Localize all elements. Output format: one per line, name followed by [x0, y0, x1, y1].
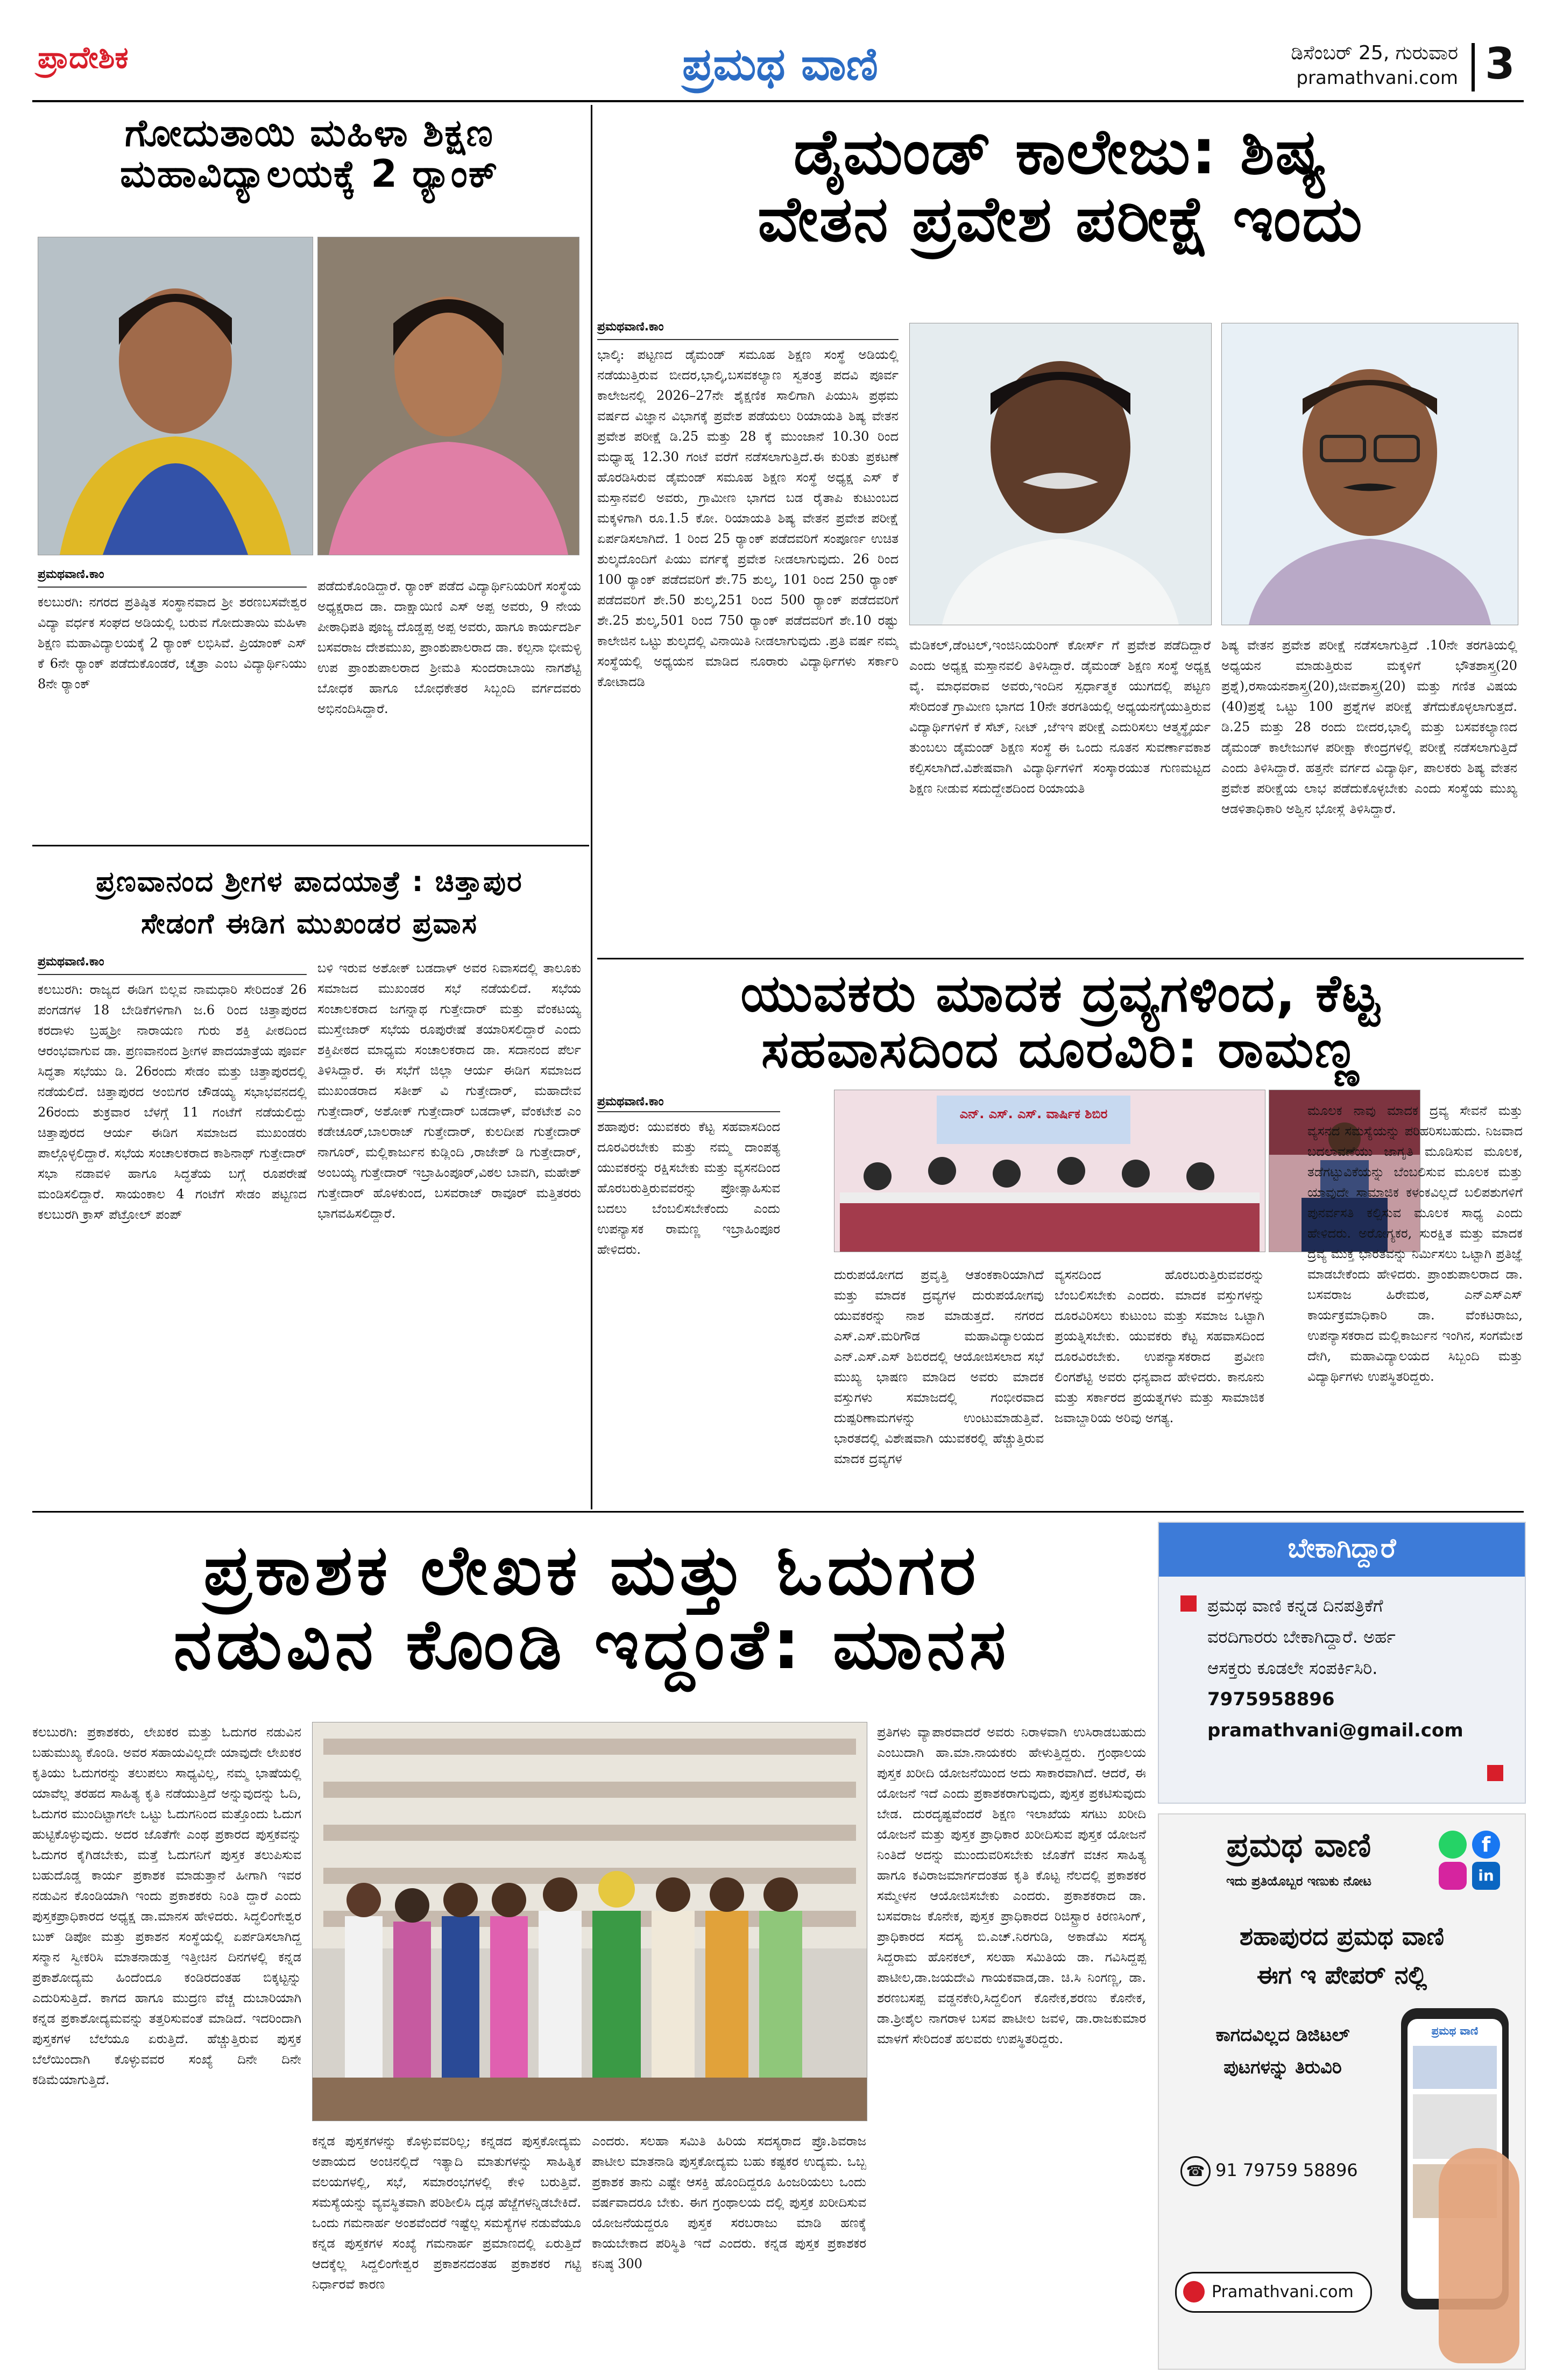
wanted-ad-email[interactable]: pramathvani@gmail.com [1207, 1720, 1463, 1741]
article-column: ಕಲಬುರಗಿ: ರಾಜ್ಯದ ಈಡಿಗ ಬಿಲ್ಲವ ನಾಮಧಾರಿ ಸೇರಿದಂತೆ 26 ಪಂಗಡಗಳ 18 ಬೇಡಿಕೆಗಳಿಗಾಗಿ ಜ.6 ರಿಂದ ಚಿತ್ತಾಪುರದ ಕರದಾಳು ಬ್ರಹ್ಮಶ್ರೀ ನಾರಾಯಣ ಗುರು ಶಕ್ತಿ ಪೀಠದಿಂದ ಆರಂಭವಾಗುವ ಡಾ. ಪ್ರಣವಾನಂದ ಶ್ರೀಗಳ ಪಾದಯಾತ್ರೆಯ ಪೂರ್ವ ಸಿದ್ಧತಾ ಸಭೆಯು ಡಿ. 26ರಂದು ಸೇಡಂ ಮತ್ತು ಚಿತ್ತಾಪುರದಲ್ಲಿ ನಡೆಯಲಿದೆ. ಚಿತ್ತಾಪುರದ ಅಂಬಿಗರ ಚೌಡಯ್ಯ ಸಭಾಭವನದಲ್ಲಿ 26ರಂದು ಶುಕ್ರವಾರ ಬೆಳಗ್ಗೆ 11 ಗಂಟೆಗೆ ನಡೆಯಲಿದ್ದು ಚಿತ್ತಾಪುರದ ಆರ್ಯ ಈಡಿಗ ಸಮಾಜದ ಮುಖಂಡರು ಪಾಲ್ಗೊಳ್ಳಲಿದ್ದಾರೆ. ಸಭೆಯ ಸಂಚಾಲಕರಾದ ಕಾಶಿನಾಥ್ ಗುತ್ತೇದಾರ್ ಸಭಾ ನಡಾವಳಿ ಹಾಗೂ ಸಿದ್ಧತೆಯ ಬಗ್ಗೆ ರೂಪರೇಷೆ ಮಂಡಿಸಲಿದ್ದಾರೆ. ಸಾಯಂಕಾಲ 4 ಗಂಟೆಗೆ ಸೇಡಂ ಪಟ್ಟಣದ ಕಲಬುರಗಿ ಕ್ರಾಸ್ ಪೆಟ್ರೋಲ್ ಪಂಪ್ [38, 982, 307, 1222]
headline [32, 113, 586, 194]
article-column: ಬಳಿ ಇರುವ ಅಶೋಕ್ ಬಡದಾಳ್ ಅವರ ನಿವಾಸದಲ್ಲಿ ತಾಲೂಕು ಸಮಾಜದ ಮುಖಂಡರ ಸಭೆ ನಡೆಯಲಿದೆ. ಸಭೆಯ ಸಂಚಾಲಕರಾದ ಜಗನ್ನಾಥ ಗುತ್ತೇದಾರ್ ಮತ್ತು ವೆಂಕಟಯ್ಯ ಮುಸ್ತೇಜಾರ್ ಸಭೆಯ ರೂಪುರೇಷೆ ತಯಾರಿಸಲಿದ್ದಾರೆ ಎಂದು ಶಕ್ತಿಪೀಠದ ಮಾಧ್ಯಮ ಸಂಚಾಲಕರಾದ ಡಾ. ಸದಾನಂದ ಪೆರ್ಲ ತಿಳಿಸಿದ್ದಾರೆ. ಈ ಸಭೆಗೆ ಜಿಲ್ಲಾ ಆರ್ಯ ಈಡಿಗ ಸಮಾಜದ ಮುಖಂಡರಾದ ಸತೀಶ್ ವಿ ಗುತ್ತೇದಾರ್, ಮಹಾದೇವ ಗುತ್ತೇದಾರ್, ಅಶೋಕ್ ಗುತ್ತೇದಾರ್ ಬಡದಾಳ್, ವೆಂಕಟೇಶ ಎಂ ಕಡೇಚೂರ್,ಬಾಲರಾಜ್ ಗುತ್ತೇದಾರ್, ಕುಲದೀಪ ಗುತ್ತೇದಾರ್ ನಾಗೂರ್, ಮಲ್ಲಿಕಾರ್ಜುನ ಕುಡ್ಲಿಂದಿ ,ರಾಜೇಶ್ ಡಿ ಗುತ್ತೇದಾರ್, ಅಂಬಯ್ಯ ಗುತ್ತೇದಾರ್ ಇಬ್ರಾಹಿಂಪೂರ್,ವಿಠಲ ಬಾವಗಿ, ಮಹೇಶ್ ಗುತ್ತೇದಾರ್ ಹೊಳಕುಂದ, ಬಸವರಾಜ್ ರಾವೂರ್ ಮತ್ತಿತರರು ಭಾಗವಹಿಸಲಿದ್ದಾರೆ. [317, 961, 581, 1221]
headline [32, 1530, 1151, 1685]
wanted-ad-phone[interactable]: 7975958896 [1207, 1689, 1335, 1710]
epaper-line: ಪುಟಗಳನ್ನು ತಿರುವಿರಿ [1223, 2057, 1342, 2078]
article-column: ದುರುಪಯೋಗದ ಪ್ರವೃತ್ತಿ ಆತಂಕಕಾರಿಯಾಗಿದೆ ಮತ್ತು ಮಾದಕ ದ್ರವ್ಯಗಳ ದುರುಪಯೋಗವು ಯುವಕರನ್ನು ನಾಶ ಮಾಡುತ್ತದೆ. ನಗರದ ಎಸ್.ಎಸ್.ಮರಿಗೌಡ ಮಹಾವಿದ್ಯಾಲಯದ ಎನ್.ಎಸ್.ಎಸ್ ಶಿಬಿರದಲ್ಲಿ ಆಯೋಜಿಸಲಾದ ಸಭೆ ಮುಖ್ಯ ಭಾಷಣ ಮಾಡಿದ ಅವರು ಮಾದಕ ವಸ್ತುಗಳು ಸಮಾಜದಲ್ಲಿ ಗಂಭೀರವಾದ ದುಷ್ಪರಿಣಾಮಗಳನ್ನು ಉಂಟುಮಾಡುತ್ತಿವೆ. ಭಾರತದಲ್ಲಿ ವಿಶೇಷವಾಗಿ ಯುವಕರಲ್ಲಿ ಹೆಚ್ಚುತ್ತಿರುವ ಮಾದಕ ದ್ರವ್ಯಗಳ [834, 1267, 1044, 1466]
article-column: ವ್ಯಸನದಿಂದ ಹೊರಬರುತ್ತಿರುವವರನ್ನು ಬೆಂಬಲಿಸಬೇಕು ಎಂದರು. ಮಾದಕ ವಸ್ತುಗಳನ್ನು ದೂರವಿರಿಸಲು ಕುಟುಂಬ ಮತ್ತು ಸಮಾಜ ಒಟ್ಟಾಗಿ ಪ್ರಯತ್ನಿಸಬೇಕು. ಯುವಕರು ಕೆಟ್ಟ ಸಹವಾಸದಿಂದ ದೂರವಿರಬೇಕು. ಉಪನ್ಯಾಸಕರಾದ ಪ್ರವೀಣ ಲಿಂಗಶೆಟ್ಟಿ ಅವರು ಧನ್ಯವಾದ ಹೇಳಿದರು. ಕಾನೂನು ಮತ್ತು ಸರ್ಕಾರದ ಪ್ರಯತ್ನಗಳು ಮತ್ತು ಸಾಮಾಜಿಕ ಜವಾಬ್ದಾರಿಯ ಅರಿವು ಅಗತ್ಯ. [1055, 1267, 1264, 1425]
story-padayatra [32, 856, 586, 1507]
headline-line: ಪ್ರಕಾಶಕ ಲೇಖಕ ಮತ್ತು ಓದುಗರ [203, 1530, 980, 1611]
column-divider [591, 105, 592, 1509]
byline: ಪ್ರಮಥವಾಣಿ.ಕಾಂ [597, 320, 664, 334]
article-column: ಕಲಬುರಗಿ: ಪ್ರಕಾಶಕರು, ಲೇಖಕರ ಮತ್ತು ಓದುಗರ ನಡುವಿನ ಬಹುಮುಖ್ಯ ಕೊಂಡಿ. ಅವರ ಸಹಾಯವಿಲ್ಲದೇ ಯಾವುದೇ ಲೇಖಕರ ಕೃತಿಯು ಓದುಗರನ್ನು ತಲುಪಲು ಸಾಧ್ಯವಿಲ್ಲ, ನಮ್ಮ ಭಾಷೆಯಲ್ಲಿ ಯಾವೆಲ್ಲ ತರಹದ ಸಾಹಿತ್ಯ ಕೃತಿ ನಡೆಯುತ್ತಿದೆ ಅನ್ನುವುದನ್ನು ಓದಿ, ಓದುಗರ ಮುಂದಿಟ್ಟಾಗಲೇ ಒಟ್ಟು ಓದುಗನಿಂದ ಮತ್ತೊಂದು ಓದುಗ ಹುಟ್ಟಿಕೊಳ್ಳುವುದು. ಅದರ ಜೊತೆಗೇ ಎಂಥ ಪ್ರಕಾರದ ಪುಸ್ತಕವನ್ನು ಓದುಗರ ಕೈಗಿಡಬೇಕು, ಮತ್ತೆ ಓದುಗನಿಗೆ ಪುಸ್ತಕ ತಲುಪಿಸುವ ಬಹುದೊಡ್ಡ ಕಾರ್ಯ ಪ್ರಕಾಶಕ ಮಾಡುತ್ತಾನೆ ಹೀಗಾಗಿ ಇವರ ನಡುವಿನ ಕೊಂಡಿಯಾಗಿ ಇಂದು ಪ್ರಕಾಶಕರು ನಿಂತಿ ದ್ದಾರೆ ಎಂದು ಪುಸ್ತಕಪ್ರಾಧಿಕಾರದ ಅಧ್ಯಕ್ಷ ಡಾ.ಮಾನಸ ಹೇಳಿದರು. ಸಿದ್ಧಲಿಂಗೇಶ್ವರ ಬುಕ್ ಡಿಪೋ ಮತ್ತು ಪ್ರಕಾಶನ ಸಂಸ್ಥೆಯಲ್ಲಿ ಏರ್ಪಡಿಸಲಾಗಿದ್ದ ಸನ್ಮಾನ ಸ್ವೀಕರಿಸಿ ಮಾತನಾಡುತ್ತ ಇತ್ತೀಚಿನ ದಿನಗಳಲ್ಲಿ ಕನ್ನಡ ಪ್ರಕಾಶೋದ್ಯಮ ಹಿಂದೆಂದೂ ಕಂಡಿರದಂತಹ ಬಿಕ್ಕಟ್ಟನ್ನು ಎದುರಿಸುತ್ತಿದೆ. ಕಾಗದ ಹಾಗೂ ಮುದ್ರಣ ವೆಚ್ಚ ದುಬಾರಿಯಾಗಿ ಕನ್ನಡ ಪ್ರಕಾಶೋದ್ಯಮವನ್ನು ತತ್ತರಿಸುವಂತೆ ಮಾಡಿದೆ. ಇದರಿಂದಾಗಿ ಪುಸ್ತಕಗಳ ಬೆಲೆಯೂ ಏರುತ್ತಿದೆ. ಹೆಚ್ಚುತ್ತಿರುವ ಪುಸ್ತಕ ಬೆಲೆಯಿಂದಾಗಿ ಕೊಳ್ಳುವವರ ಸಂಖ್ಯೆ ದಿನೇ ದಿನೇ ಕಡಿಮೆಯಾಗುತ್ತಿದೆ. [32, 1725, 301, 2087]
epaper-line: ಈಗ ಇ ಪೇಪರ್ ನಲ್ಲಿ [1256, 1960, 1427, 1989]
banner-text: ಎನ್. ಎಸ್. ಎಸ್. ವಾರ್ಷಿಕ ಶಿಬಿರ [959, 1106, 1108, 1121]
group-image [313, 1722, 867, 2121]
section-divider [32, 1511, 1524, 1513]
article-column: ಕಲಬುರಗಿ: ನಗರದ ಪ್ರತಿಷ್ಠಿತ ಸಂಸ್ಥಾನವಾದ ಶ್ರೀ ಶರಣಬಸವೇಶ್ವರ ವಿದ್ಯಾ ವರ್ಧಕ ಸಂಘದ ಅಡಿಯಲ್ಲಿ ಬರುವ ಗೋದುತಾಯಿ ಮಹಿಳಾ ಶಿಕ್ಷಣ ಮಹಾವಿದ್ಯಾಲಯಕ್ಕೆ 2 ರ‍್ಯಾಂಕ್ ಲಭಿಸಿವೆ. ಪ್ರಿಯಾಂಕ್ ಎಸ್ ಕೆ 6ನೇ ರ‍್ಯಾಂಕ್ ಪಡೆದುಕೊಂಡರೆ, ಚೈತ್ರಾ ಎಂಬ ವಿದ್ಯಾರ್ಥಿನಿಯು 8ನೇ ರ‍್ಯಾಂಕ್ [38, 595, 307, 691]
headline-line: ಸೇಡಂಗೆ ಈಡಿಗ ಮುಖಂಡರ ಪ್ರವಾಸ [141, 908, 478, 940]
wanted-ad-line: ಆಸಕ್ತರು ಕೂಡಲೇ ಸಂಪರ್ಕಿಸಿರಿ. [1207, 1658, 1378, 1678]
section-label: ಪ್ರಾದೇಶಿಕ [38, 40, 129, 75]
epaper-subtext [1170, 2019, 1396, 2084]
epaper-line: ಕಾಗದವಿಲ್ಲದ ಡಿಜಿಟಲ್ [1215, 2024, 1350, 2046]
red-square-icon [1487, 1765, 1503, 1781]
headline [597, 963, 1524, 1079]
person-photo [1221, 323, 1518, 625]
screen-article-block [1413, 2046, 1497, 2089]
epaper-site: Pramathvani.com [1212, 2283, 1354, 2301]
portrait [318, 237, 579, 555]
epaper-line: ಶಹಾಪುರದ ಪ್ರಮಥ ವಾಣಿ [1239, 1922, 1445, 1951]
byline-rule [38, 974, 307, 975]
student-photo [38, 237, 313, 555]
epaper-ad [1158, 1813, 1526, 2370]
epaper-brand: ಪ್ರಮಥ ವಾಣಿ [1226, 1825, 1371, 1865]
portrait [1222, 323, 1518, 625]
epaper-phone[interactable]: 91 79759 58896 [1215, 2160, 1358, 2180]
headline [32, 861, 586, 945]
headline-line: ಗೋದುತಾಯಿ ಮಹಿಳಾ ಶಿಕ್ಷಣ [124, 111, 494, 155]
article-column: ಎಂದರು. ಸಲಹಾ ಸಮಿತಿ ಹಿರಿಯ ಸದಸ್ಯರಾದ ಪ್ರೊ.ಶಿವರಾಜ ಪಾಟೀಲ ಮಾತನಾಡಿ ಪುಸ್ತಕೋದ್ಯಮ ಬಹು ಕಷ್ಟಕರ ಉದ್ಯಮ. ಒಬ್ಬ ಪ್ರಕಾಶಕ ತಾನು ಎಷ್ಟೇ ಆಸಕ್ತಿ ಹೊಂದಿದ್ದರೂ ಹಿಂಜರಿಯಲು ಒಂದು ವರ್ಷವಾದರೂ ಬೇಕು. ಈಗ ಗ್ರಂಥಾಲಯ ದಲ್ಲಿ ಪುಸ್ತಕ ಖರೀದಿಸುವ ಯೋಜನೆಯದ್ದರೂ ಪುಸ್ತಕ ಸರಬರಾಜು ಮಾಡಿ ಹಣಕ್ಕೆ ಕಾಯಬೇಕಾದ ಪರಿಸ್ಥಿತಿ ಇದೆ ಎಂದರು. ಕನ್ನಡ ಪುಸ್ತಕ ಪ್ರಕಾಶಕರ ಕನಿಷ್ಠ 300 [592, 2134, 866, 2271]
instagram-icon[interactable] [1439, 1862, 1467, 1890]
article-column: ಶಿಷ್ಯ ವೇತನ ಪ್ರವೇಶ ಪರೀಕ್ಷೆ ನಡೆಸಲಾಗುತ್ತಿದೆ .10ನೇ ತರಗತಿಯಲ್ಲಿ ಅಧ್ಯಯನ ಮಾಡುತ್ತಿರುವ ಮಕ್ಕಳಿಗೆ ಭೌತಶಾಸ್ತ್ರ(20 ಪ್ರಶ್ನೆ),ರಸಾಯನಶಾಸ್ತ್ರ(20),ಜೀವಶಾಸ್ತ್ರ(20) ಮತ್ತು ಗಣಿತ ವಿಷಯ (40)ಪ್ರಶ್ನೆ ಒಟ್ಟು 100 ಪ್ರಶ್ನೆಗಳ ಪರೀಕ್ಷೆ ತೆಗೆದುಕೊಳ್ಳಲಾಗುತ್ತದೆ. ಡಿ.25 ಮತ್ತು 28 ರಂದು ಬೀದರ,ಭಾಲ್ಕಿ ಮತ್ತು ಬಸವಕಲ್ಯಾಣದ ಡೈಮಂಡ್ ಕಾಲೇಜುಗಳ ಪರೀಕ್ಷಾ ಕೇಂದ್ರಗಳಲ್ಲಿ ಪರೀಕ್ಷೆ ನಡೆಸಲಾಗುತ್ತಿದೆ ಎಂದು ತಿಳಿಸಿದ್ದಾರೆ. ಹತ್ತನೇ ವರ್ಗದ ವಿದ್ಯಾರ್ಥಿ, ಪಾಲಕರು ಶಿಷ್ಯ ವೇತನ ಪ್ರವೇಶ ಪರೀಕ್ಷೆಯ ಲಾಭ ಪಡೆದುಕೊಳ್ಳಬೇಕು ಎಂದು ಸಂಸ್ಥೆಯ ಮುಖ್ಯ ಆಡಳಿತಾಧಿಕಾರಿ ಅಶ್ವಿನ ಭೋಸ್ಲೆ ತಿಳಿಸಿದ್ದಾರೆ. [1221, 638, 1517, 816]
wanted-ad-text [1207, 1590, 1509, 1746]
portrait [910, 323, 1211, 625]
facebook-icon[interactable]: f [1472, 1831, 1500, 1859]
headline-line: ಸಹವಾಸದಿಂದ ದೂರವಿರಿ: ರಾಮಣ್ಣ [761, 1019, 1360, 1079]
website-link[interactable]: pramathvani.com [1296, 67, 1458, 89]
social-icons [1439, 1831, 1514, 1890]
wanted-ad-heading: ಬೇಕಾಗಿದ್ದಾರೆ [1288, 1532, 1396, 1564]
event-photo [834, 1090, 1265, 1252]
linkedin-icon[interactable]: in [1472, 1862, 1500, 1890]
masthead-rule [32, 100, 1524, 102]
article-column: ಪ್ರತಿಗಳು ವ್ಯಾಪಾರವಾದರೆ ಅವರು ನಿರಾಳವಾಗಿ ಉಸಿರಾಡಬಹುದು ಎಂಬುದಾಗಿ ಹಾ.ಮಾ.ನಾಯಕರು ಹೇಳುತ್ತಿದ್ದರು. ಗ್ರಂಥಾಲಯ ಪುಸ್ತಕ ಖರೀದಿ ಯೋಜನೆಯಿಂದ ಅದು ಸಾಕಾರವಾಗಿದೆ. ಆದರೆ, ಈ ಯೋಜನೆ ಇದೆ ಎಂದು ಪ್ರಕಾಶಕರಾಗುವುದು, ಪುಸ್ತಕ ಪ್ರಕಟಿಸುವುದು ಬೇಡ. ದುರದೃಷ್ಟವೆಂದರೆ ಶಿಕ್ಷಣ ಇಲಾಖೆಯ ಸಗಟು ಖರೀದಿ ಯೋಜನೆ ಮತ್ತು ಪುಸ್ತಕ ಪ್ರಾಧಿಕಾರ ಖರೀದಿಸುವ ಪುಸ್ತಕ ಯೋಜನೆ ನಿಂತಿದೆ ಅದನ್ನು ಮುಂದುವರಿಸಬೇಕು ಜೊತೆಗೆ ವಚನ ಸಾಹಿತ್ಯ ಹಾಗೂ ಕವಿರಾಜಮಾರ್ಗದಂತಹ ಕೃತಿ ಕೊಟ್ಟ ನೆಲದಲ್ಲಿ ಪ್ರಕಾಶಕರ ಸಮ್ಮೇಳನ ಆಯೋಜಿಸಬೇಕು ಎಂದರು. ಪ್ರಕಾಶಕರಾದ ಡಾ. ಬಸವರಾಜ ಕೊನೇಕ, ಪುಸ್ತಕ ಪ್ರಾಧಿಕಾರದ ರಿಜಿಸ್ಟ್ರಾರ ಕಿರಣಸಿಂಗ್, ಪ್ರಾಧಿಕಾರದ ಸದಸ್ಯ ಬಿ.ಎಚ್.ನಿರಗುಡಿ, ಅಕಾಡೆಮಿ ಸದಸ್ಯ ಸಿದ್ದರಾಮ ಹೊನಕಲ್, ಸಲಹಾ ಸಮಿತಿಯ ಡಾ. ಗವಿಸಿದ್ದಪ್ಪ ಪಾಟೀಲ,ಡಾ.ಜಯದೇವಿ ಗಾಯಕವಾಡ,ಡಾ. ಚಿ.ಸಿ ನಿಂಗಣ್ಣ, ಡಾ. ಶರಣಬಸಪ್ಪ ವಡ್ಡನಕೇರಿ,ಸಿದ್ದಲಿಂಗ ಕೊನೇಕ,ಶರಣು ಕೊನೇಕ, ಡಾ.ಶ್ರೀಶೈಲ ನಾಗರಾಳ ಬಸವ ಪಾಟೀಲ ಜವಳಿ, ಡಾ.ರಾಜಕುಮಾರ ಮಾಳಗೆ ಸೇರಿದಂತೆ ಹಲವರು ಉಪಸ್ಥಿತರಿದ್ದರು. [877, 1725, 1146, 2046]
globe-icon [1183, 2281, 1205, 2303]
story-diamond [597, 108, 1524, 952]
wanted-ad-line: ವರದಿಗಾರರು ಬೇಕಾಗಿದ್ದಾರೆ. ಅರ್ಹ [1207, 1627, 1396, 1647]
story-drugs [597, 963, 1524, 1507]
epaper-site-button[interactable] [1175, 2272, 1372, 2313]
article-column: ಭಾಲ್ಕಿ: ಪಟ್ಟಣದ ಡೈಮಂಡ್ ಸಮೂಹ ಶಿಕ್ಷಣ ಸಂಸ್ಥೆ ಅಡಿಯಲ್ಲಿ ನಡೆಯುತ್ತಿರುವ ಬೀದರ,ಭಾಲ್ಕಿ,ಬಸವಕಲ್ಯಾಣ ಸ್ವತಂತ್ರ ಪದವಿ ಪೂರ್ವ ಕಾಲೇಜನಲ್ಲಿ 2026–27ನೇ ಶೈಕ್ಷಣಿಕ ಸಾಲಿಗಾಗಿ ಪಿಯುಸಿ ಪ್ರಥಮ ವರ್ಷದ ವಿಜ್ಞಾನ ವಿಭಾಗಕ್ಕೆ ಪ್ರವೇಶ ಪಡೆಯಲು ರಿಯಾಯತಿ ಶಿಷ್ಯ ವೇತನ ಪ್ರವೇಶ ಪರೀಕ್ಷೆ ಡಿ.25 ಮತ್ತು 28 ಕ್ಕೆ ಮುಂಜಾನೆ 10.30 ರಿಂದ ಮಧ್ಯಾಹ್ನ 12.30 ಗಂಟೆ ವರೆಗೆ ನಡೆಸಲಾಗುತ್ತಿದೆ.ಈ ಕುರಿತು ಪ್ರಕಟಣೆ ಹೊರಡಿಸಿರುವ ಡೈಮಂಡ್ ಸಮೂಹ ಶಿಕ್ಷಣ ಸಂಸ್ಥೆ ಅಧ್ಯಕ್ಷ ಎಸ್ ಕೆ ಮಸ್ತಾನವಲಿ ಅವರು, ಗ್ರಾಮೀಣ ಭಾಗದ ಬಡ ರೈತಾಪಿ ಕುಟುಂಬದ ಮಕ್ಕಳಿಗಾಗಿ ರೂ.1.5 ಕೋ. ರಿಯಾಯತಿ ಶಿಷ್ಯ ವೇತನ ಪ್ರವೇಶ ಪರೀಕ್ಷೆ ಏರ್ಪಡಿಸಲಾಗಿದೆ. 1 ರಿಂದ 25 ರ‍್ಯಾಂಕ್ ಪಡೆದವರಿಗೆ ಸಂಪೂರ್ಣ ಉಚಿತ ಶುಲ್ಕದೊಂದಿಗೆ ಪಿಯು ವರ್ಗಕ್ಕೆ ಪ್ರವೇಶ ನೀಡಲಾಗುವುದು. 26 ರಿಂದ 100 ರ‍್ಯಾಂಕ್ ಪಡೆದವರಿಗೆ ಶೇ.75 ಶುಲ್ಕ, 101 ರಿಂದ 250 ರ‍್ಯಾಂಕ್ ಪಡೆದವರಿಗೆ ಶೇ.50 ಶುಲ್ಕ,251 ರಿಂದ 500 ರ‍್ಯಾಂಕ್ ಪಡೆದವರಿಗೆ ಶೇ.25 ಶುಲ್ಕ,501 ರಿಂದ 750 ರ‍್ಯಾಂಕ್ ಪಡೆದವರಿಗೆ ಶೇ.10 ರಷ್ಟು ಕಾಲೇಜಿನ ಒಟ್ಟು ಶುಲ್ಕದಲ್ಲಿ ವಿನಾಯಿತಿ ನೀಡಲಾಗುವುದು .ಪ್ರತಿ ವರ್ಷ ನಮ್ಮ ಸಂಸ್ಥೆಯಲ್ಲಿ ಅಧ್ಯಯನ ಮಾಡಿದ ನೂರಾರು ವಿದ್ಯಾರ್ಥಿಗಳು ಸರ್ಕಾರಿ ಕೋಟಾದಡಿ [597, 347, 899, 689]
byline-rule [597, 1111, 780, 1112]
headline-line: ನಡುವಿನ ಕೊಂಡಿ ಇದ್ದಂತೆ: ಮಾನಸ [173, 1605, 1010, 1685]
portrait [38, 237, 313, 555]
headline-line: ಮಹಾವಿದ್ಯಾಲಯಕ್ಕೆ 2 ರ‍್ಯಾಂಕ್ [120, 151, 499, 196]
byline-rule [597, 339, 899, 340]
article-column: ಕನ್ನಡ ಪುಸ್ತಕಗಳನ್ನು ಕೊಳ್ಳುವವರಿಲ್ಲ; ಕನ್ನಡದ ಪುಸ್ತಕೋದ್ಯಮ ಅಪಾಯದ ಅಂಚಿನಲ್ಲಿದೆ ಇತ್ಯಾದಿ ಮಾತುಗಳನ್ನು ಸಾಹಿತ್ಯಿಕ ವಲಯಗಳಲ್ಲಿ, ಸಭೆ, ಸಮಾರಂಭಗಳಲ್ಲಿ ಕೇಳಿ ಬರುತ್ತಿವೆ. ಸಮಸ್ಯೆಯನ್ನು ವ್ಯವಸ್ಥಿತವಾಗಿ ಪರಿಶೀಲಿಸಿ ದೃಢ ಹೆಜ್ಜೆಗಳನ್ನಿಡಬೇಕಿದೆ. ಒಂದು ಗಮನಾರ್ಹ ಅಂಶವೆಂದರೆ ಇಷ್ಟೆಲ್ಲ ಸಮಸ್ಯೆಗಳ ನಡುವೆಯೂ ಕನ್ನಡ ಪುಸ್ತಕಗಳ ಸಂಖ್ಯೆ ಗಮನಾರ್ಹ ಪ್ರಮಾಣದಲ್ಲಿ ಏರುತ್ತಿದೆ ಆದಕ್ಕೆಲ್ಲ ಸಿದ್ದಲಿಂಗೇಶ್ವರ ಪ್ರಕಾಶನದಂತಹ ಪ್ರಕಾಶಕರ ಗಟ್ಟಿ ನಿರ್ಧಾರವೆ ಕಾರಣ [312, 2134, 581, 2292]
masthead-title: ಪ್ರಮಥ ವಾಣಿ [682, 38, 878, 90]
page-number-divider [1472, 43, 1475, 91]
phone-screen-title: ಪ್ರಮಥ ವಾಣಿ [1431, 2024, 1479, 2037]
story-divider [32, 845, 589, 846]
headline-line: ವೇತನ ಪ್ರವೇಶ ಪರೀಕ್ಷೆ ಇಂದು [758, 183, 1363, 256]
person-photo [909, 323, 1212, 625]
byline-rule [38, 587, 307, 588]
whatsapp-icon[interactable] [1439, 1831, 1467, 1859]
headline-line: ಡೈಮಂಡ್ ಕಾಲೇಜು: ಶಿಷ್ಯ [793, 116, 1328, 188]
issue-date: ಡಿಸೆಂಬರ್ 25, ಗುರುವಾರ [1291, 42, 1458, 64]
epaper-headline [1170, 1917, 1514, 1994]
phone-icon: ☎ [1180, 2156, 1211, 2186]
article-column: ಶಹಾಪುರ: ಯುವಕರು ಕೆಟ್ಟ ಸಹವಾಸದಿಂದ ದೂರವಿರಬೇಕು ಮತ್ತು ನಮ್ಮ ದಾಂಪತ್ಯ ಯುವಕರನ್ನು ರಕ್ಷಿಸಬೇಕು ಮತ್ತು ವ್ಯಸನದಿಂದ ಹೊರಬರುತ್ತಿರುವವರನ್ನು ಪ್ರೋತ್ಸಾಹಿಸುವ ಬದಲು ಬೆಂಬಲಿಸಬೇಕೆಂದು ಎಂದು ಉಪನ್ಯಾಸಕ ರಾಮಣ್ಣ ಇಬ್ರಾಹಿಂಪೂರ ಹೇಳಿದರು. [597, 1119, 780, 1257]
story-divider [597, 958, 1524, 959]
masthead [0, 0, 1556, 102]
bookstore-photo [312, 1722, 867, 2121]
article-column: ಮೆಡಿಕಲ್,ಡೆಂಟಲ್,ಇಂಜಿನಿಯರಿಂಗ್ ಕೋರ್ಸ್ ಗೆ ಪ್ರವೇಶ ಪಡೆದಿದ್ದಾರೆ ಎಂದು ಅಧ್ಯಕ್ಷ ಮಸ್ತಾನವಲಿ ತಿಳಿಸಿದ್ದಾರೆ. ಡೈಮಂಡ್ ಶಿಕ್ಷಣ ಸಂಸ್ಥೆ ಅಧ್ಯಕ್ಷ ವೈ. ಮಾಧವರಾವ ಅವರು,ಇಂದಿನ ಸ್ಪರ್ಧಾತ್ಮಕ ಯುಗದಲ್ಲಿ ಪಟ್ಟಣ ಸೇರಿದಂತೆ ಗ್ರಾಮೀಣ ಭಾಗದ 10ನೇ ತರಗತಿಯಲ್ಲಿ ಅಧ್ಯಯನಗೈಯುತ್ತಿರುವ ವಿದ್ಯಾರ್ಥಿಗಳಿಗೆ ಕೆ ಸೆಟ್, ನೀಟ್ ,ಜೆಇಇ ಪರೀಕ್ಷೆ ಎದುರಿಸಲು ಆತ್ಮಸ್ಥೈರ್ಯ ತುಂಬಲು ಡೈಮಂಡ್ ಶಿಕ್ಷಣ ಸಂಸ್ಥೆ ಈ ಒಂದು ನೂತನ ಸುವರ್ಣಾವಕಾಶ ಕಲ್ಪಿಸಲಾಗಿದೆ.ವಿಶೇಷವಾಗಿ ವಿದ್ಯಾರ್ಥಿಗಳಿಗೆ ಸಂಸ್ಕಾರಯುತ ಗುಣಮಟ್ಟದ ಶಿಕ್ಷಣ ನೀಡುವ ಸದುದ್ದೇಶದಿಂದ ರಿಯಾಯತಿ [909, 638, 1211, 796]
headline-line: ಪ್ರಣವಾನಂದ ಶ್ರೀಗಳ ಪಾದಯಾತ್ರೆ : ಚಿತ್ತಾಪುರ [96, 866, 523, 898]
student-photo [317, 237, 579, 555]
byline: ಪ್ರಮಥವಾಣಿ.ಕಾಂ [597, 1095, 664, 1108]
headline-line: ಯುವಕರು ಮಾದಕ ದ್ರವ್ಯಗಳಿಂದ, ಕೆಟ್ಟ [740, 963, 1381, 1023]
hand-illustration [1439, 2148, 1519, 2363]
article-column: ಮೂಲಕ ನಾವು ಮಾದಕ ದ್ರವ್ಯ ಸೇವನೆ ಮತ್ತು ವ್ಯಸನದ ಸಮಸ್ಯೆಯನ್ನು ಪರಿಹರಿಸಬಹುದು. ನಿಜವಾದ ಬದಲಾವಣೆಯು ಜಾಗೃತಿ ಮೂಡಿಸುವ ಮೂಲಕ, ತಡೆಗಟ್ಟುವಿಕೆಯನ್ನು ಬೆಂಬಲಿಸುವ ಮೂಲಕ ಮತ್ತು ಯಾವುದೇ ಸಾಮಾಜಿಕ ಕಳಂಕವಿಲ್ಲದೆ ಬಲಿಪಶುಗಳಿಗೆ ಪುನರ್ವಸತಿ ಕಲ್ಪಿಸುವ ಮೂಲಕ ಸಾಧ್ಯ ಎಂದು ಹೇಳಿದರು. ಅರೋಗ್ಯಕರ, ಸುರಕ್ಷಿತ ಮತ್ತು ಮಾದಕ ದ್ರವ್ಯ ಮುಕ್ತ ಭಾರತವನ್ನು ನಿರ್ಮಿಸಲು ಒಟ್ಟಾಗಿ ಪ್ರತಿಜ್ಞೆ ಮಾಡಬೇಕೆಂದು ಹೇಳಿದರು. ಪ್ರಾಂಶುಪಾಲರಾದ ಡಾ. ಬಸವರಾಜ ಹಿರೇಮಠ, ಎನ್ಎಸ್ಎಸ್ ಕಾರ್ಯಕ್ರಮಾಧಿಕಾರಿ ಡಾ. ವೆಂಕಟರಾಜು, ಉಪನ್ಯಾಸಕರಾದ ಮಲ್ಲಿಕಾರ್ಜುನ ಇಂಗಿನ, ಸಂಗಮೇಶ ದೇಗಿ, ಮಹಾವಿದ್ಯಾಲಯದ ಸಿಬ್ಬಂದಿ ಮತ್ತು ವಿದ್ಯಾರ್ಥಿಗಳು ಉಪಸ್ಥಿತರಿದ್ದರು. [1307, 1103, 1523, 1384]
red-square-icon [1180, 1595, 1197, 1612]
page-number: 3 [1485, 39, 1515, 89]
epaper-tagline: ಇದು ಪ್ರತಿಯೊಬ್ಬರ ಇಣುಕು ನೋಟ [1226, 1874, 1372, 1889]
byline: ಪ್ರಮಥವಾಣಿ.ಕಾಂ [38, 955, 104, 969]
wanted-ad [1158, 1522, 1526, 1804]
headline [597, 116, 1524, 256]
story-publisher [32, 1523, 1151, 2368]
story-rank [32, 108, 586, 845]
article-column: ಪಡೆದುಕೊಂಡಿದ್ದಾರೆ. ರ‍್ಯಾಂಕ್ ಪಡೆದ ವಿದ್ಯಾರ್ಥಿನಿಯರಿಗೆ ಸಂಸ್ಥೆಯ ಅಧ್ಯಕ್ಷರಾದ ಡಾ. ದಾಕ್ಷಾಯಿಣಿ ಎಸ್ ಅಪ್ಪ ಅವರು, 9 ನೇಯ ಪೀಠಾಧಿಪತಿ ಪೂಜ್ಯ ದೊಡ್ಡಪ್ಪ ಅಪ್ಪ ಅವರು, ಹಾಗೂ ಕಾರ್ಯದರ್ಶಿ ಬಸವರಾಜ ದೇಶಮುಖ, ಪ್ರಾಂಶುಪಾಲರಾದ ಡಾ. ಕಲ್ಪನಾ ಭೀಮಳ್ಳಿ ಉಪ ಪ್ರಾಂಶುಪಾಲರಾದ ಶ್ರೀಮತಿ ಸುಂದರಾಬಾಯಿ ನಾಗಶೆಟ್ಟಿ ಬೋಧಕ ಹಾಗೂ ಬೋಧಕೇತರ ಸಿಬ್ಬಂದಿ ವರ್ಗದವರು ಅಭಿನಂದಿಸಿದ್ದಾರೆ. [317, 578, 581, 716]
wanted-ad-line: ಪ್ರಮಥ ವಾಣಿ ಕನ್ನಡ ದಿನಪತ್ರಿಕೆಗೆ [1207, 1595, 1383, 1616]
wanted-ad-header [1159, 1523, 1525, 1577]
byline: ಪ್ರಮಥವಾಣಿ.ಕಾಂ [38, 568, 104, 581]
